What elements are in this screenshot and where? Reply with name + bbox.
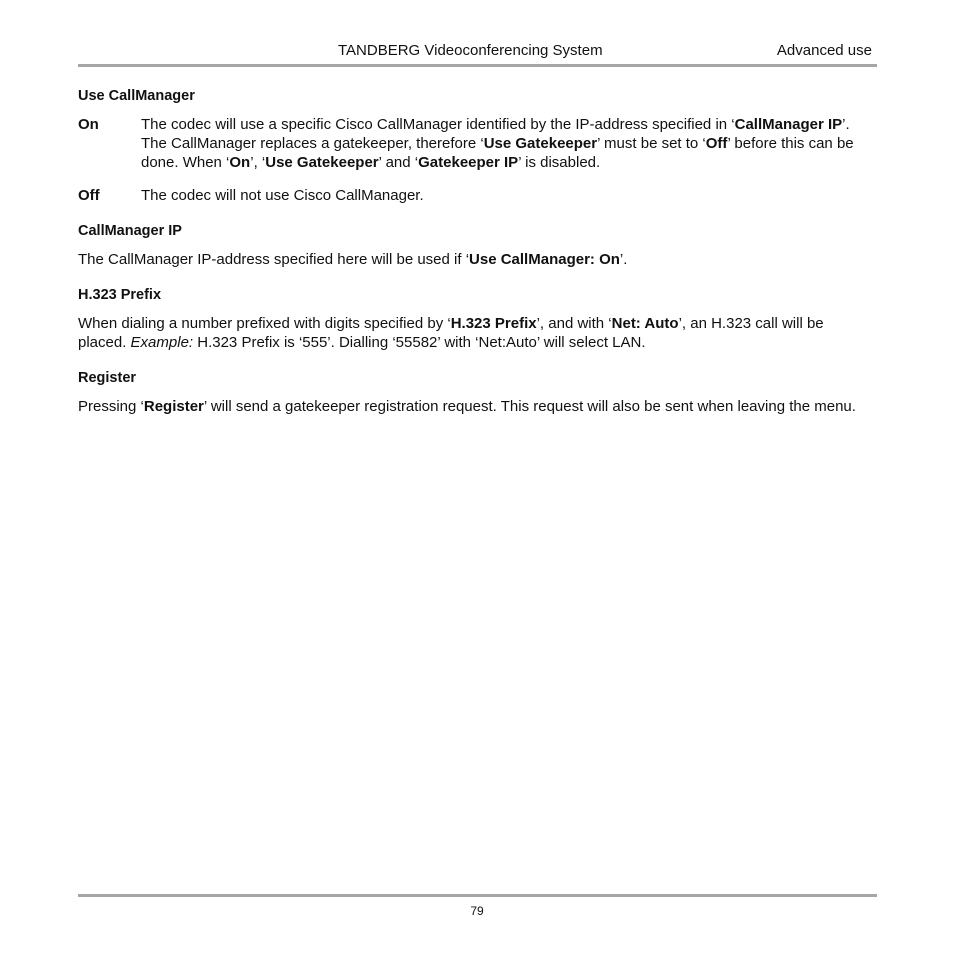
bold-run: On [229,154,251,171]
bold-run: Net: Auto [611,315,679,332]
text-run: The codec will use a specific Cisco CallManager identified by the IP-address specified in ‘ [141,116,735,133]
header-rule [78,64,877,67]
text-run: Pressing ‘ [78,398,144,415]
setting-on [78,115,874,172]
text-run: ’, an H.323 call will be placed. [78,315,824,351]
callmanager-ip-description [78,250,874,269]
register-description [78,397,874,416]
setting-on-term: On [78,116,99,133]
bold-run: H.323 Prefix [450,315,537,332]
heading-callmanager-ip: CallManager IP [78,223,182,239]
page-number: 79 [470,904,484,918]
text-run: ’ will send a gatekeeper registration request. This request will also be sent when leaving the menu. [203,398,856,415]
h323-prefix-description [78,314,874,352]
heading-h323-prefix: H.323 Prefix [78,287,162,303]
setting-off-description: The codec will not use Cisco CallManager. [141,187,424,204]
text-run: ’ before this can be done. When ‘ [141,135,854,171]
text-run: The CallManager IP-address specified here will be used if ‘ [78,251,470,268]
bold-run: Use CallManager: On [469,251,620,268]
header-title: TANDBERG Videoconferencing System [338,42,603,59]
text-run: ’ is disabled. [518,154,601,171]
setting-on-description [141,115,874,172]
page-content [78,87,874,416]
text-run: When dialing a number prefixed with digits specified by ‘ [78,315,451,332]
page-header [78,42,876,62]
text-run: ’ and ‘ [378,154,419,171]
text-run: ’, and with ‘ [536,315,612,332]
setting-off-term: Off [78,187,100,204]
bold-run: Use Gatekeeper [483,135,598,152]
bold-run: Use Gatekeeper [265,154,379,171]
header-section: Advanced use [776,42,872,59]
text-run: H.323 Prefix is ‘555’. Dialling ‘55582’ with ‘Net:Auto’ will select LAN. [193,334,646,351]
heading-use-callmanager: Use CallManager [78,88,195,104]
heading-register: Register [78,370,137,386]
text-run: ’, ‘ [250,154,266,171]
bold-run: Off [705,135,728,152]
text-run: ’. [619,251,628,268]
text-run: ’. The CallManager replaces a gatekeeper, therefore ‘ [141,116,850,152]
bold-run: Gatekeeper IP [418,154,519,171]
setting-off [78,186,874,205]
text-run: ’ must be set to ‘ [597,135,706,152]
bold-run: CallManager IP [734,116,843,133]
bold-run: Register [143,398,204,415]
footer-rule [78,894,877,897]
italic-run: Example: [130,334,194,351]
